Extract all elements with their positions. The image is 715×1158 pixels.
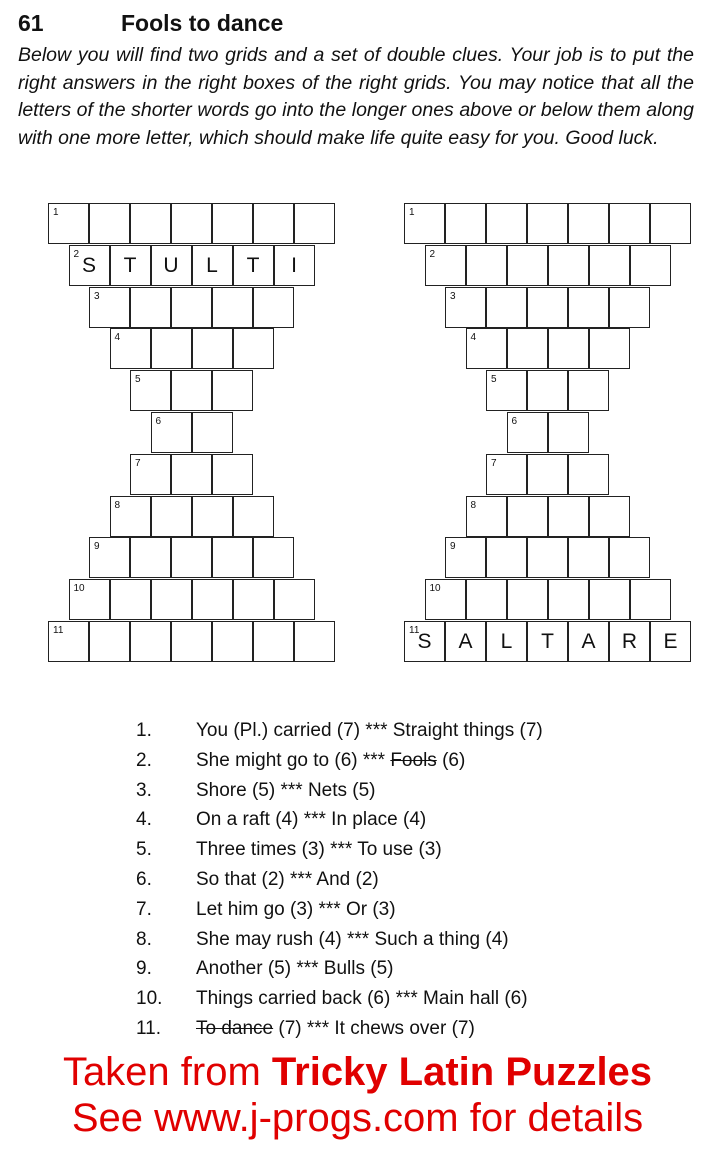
clue-number-label: 3	[94, 290, 100, 302]
puzzle-number: 61	[18, 10, 44, 36]
clue-text: She might go to (6) ***	[196, 749, 391, 771]
grid-cell[interactable]	[466, 579, 507, 620]
clue-text: Let him go (3) *** Or (3)	[196, 898, 396, 920]
clue-number: 8.	[136, 928, 152, 950]
grid-cell[interactable]	[151, 328, 192, 369]
grid-cell[interactable]	[151, 412, 192, 453]
clue-number: 3.	[136, 779, 152, 801]
grid-cell[interactable]	[130, 370, 171, 411]
clue-item	[136, 835, 543, 865]
cell-letter: S	[81, 253, 96, 277]
grid-cell[interactable]	[192, 412, 233, 453]
grid-cell[interactable]	[589, 245, 630, 286]
grid-cell[interactable]	[110, 579, 151, 620]
clue-number-label: 4	[470, 332, 477, 344]
grid-cell[interactable]	[171, 370, 212, 411]
cell-letter: R	[621, 630, 638, 653]
cell-letter: T	[246, 253, 260, 277]
puzzle-header	[18, 10, 283, 37]
grid-cell[interactable]	[507, 328, 548, 369]
grid-cell[interactable]	[568, 454, 609, 495]
cell-letter: S	[417, 630, 432, 653]
clue-number-label: 11	[53, 625, 64, 636]
clue-number: 5.	[136, 839, 152, 861]
grid-cell[interactable]	[609, 287, 650, 328]
clue-struck-text: Fools	[390, 749, 437, 771]
grid-cell[interactable]	[253, 203, 294, 244]
clue-number-label: 8	[114, 499, 121, 511]
clue-item	[136, 954, 543, 984]
grid-cell[interactable]	[130, 537, 171, 578]
clue-number: 11.	[136, 1017, 162, 1039]
grid-cell[interactable]	[445, 203, 486, 244]
clue-item	[136, 895, 543, 925]
grid-cell[interactable]	[274, 579, 315, 620]
grid-cell[interactable]	[233, 579, 274, 620]
grid-cell[interactable]	[527, 621, 568, 662]
footer-book-title: Tricky Latin Puzzles	[271, 1050, 653, 1094]
clue-number-label: 7	[491, 457, 497, 469]
grid-cell[interactable]	[527, 287, 568, 328]
grid-cell[interactable]	[110, 245, 151, 286]
grid-cell[interactable]	[130, 621, 171, 662]
grid-cell[interactable]	[110, 328, 151, 369]
clue-text: Another (5) *** Bulls (5)	[196, 958, 394, 980]
grid-cell[interactable]	[404, 621, 445, 662]
clue-number: 7.	[136, 898, 152, 920]
puzzle-intro: Below you will find two grids and a set of double clues. Your job is to put the right answers in the right boxes of the right grids. You may notice that all the letters of the shorter words go into the longer ones above or below them along with one more letter, which should make life quite easy for you. Good luck.	[18, 44, 694, 149]
clue-item	[136, 865, 543, 895]
grid-cell[interactable]	[89, 287, 130, 328]
grid-cell[interactable]	[151, 579, 192, 620]
grid-cell[interactable]	[233, 245, 274, 286]
grid-cell[interactable]	[568, 203, 609, 244]
clue-text: Three times (3) *** To use (3)	[196, 839, 442, 861]
cell-letter: T	[541, 630, 554, 653]
clue-item	[136, 925, 543, 955]
grid-cell[interactable]	[466, 496, 507, 537]
clue-item	[136, 1014, 543, 1044]
clue-item	[136, 805, 543, 835]
cell-letter: A	[581, 630, 596, 653]
clue-number-label: 8	[470, 499, 477, 511]
clue-text: You (Pl.) carried (7) *** Straight things (7)	[196, 720, 543, 741]
grid-cell[interactable]	[171, 537, 212, 578]
grid-cell[interactable]	[527, 203, 568, 244]
grid-cell[interactable]	[630, 579, 671, 620]
grid-cell[interactable]	[548, 328, 589, 369]
grid-cell[interactable]	[466, 245, 507, 286]
clue-number: 10.	[136, 988, 163, 1010]
clue-number-label: 11	[409, 625, 420, 636]
clue-item	[136, 984, 543, 1014]
clue-number-label: 9	[94, 541, 100, 553]
grid-cell[interactable]	[650, 621, 691, 662]
grid-cell[interactable]	[130, 203, 171, 244]
grid-cell[interactable]	[568, 287, 609, 328]
clue-number: 9.	[136, 958, 152, 980]
grid-cell[interactable]	[212, 454, 253, 495]
grid-cell[interactable]	[151, 496, 192, 537]
clue-item	[136, 776, 543, 806]
grid-cell[interactable]	[527, 370, 568, 411]
grid-cell[interactable]	[548, 245, 589, 286]
grid-cell[interactable]	[212, 537, 253, 578]
grid-cell[interactable]	[89, 621, 130, 662]
grid-cell[interactable]	[527, 454, 568, 495]
grid-cell[interactable]	[445, 621, 486, 662]
clue-number-label: 7	[135, 457, 141, 469]
grid-cell[interactable]	[568, 621, 609, 662]
grid-cell[interactable]	[486, 370, 527, 411]
grid-cell[interactable]	[486, 537, 527, 578]
grid-cell[interactable]	[89, 203, 130, 244]
grid-cell[interactable]	[212, 621, 253, 662]
clue-text: So that (2) *** And (2)	[196, 868, 379, 890]
clue-text: Things carried back (6) *** Main hall (6)	[196, 988, 528, 1010]
grid-cell[interactable]	[486, 454, 527, 495]
clue-number-label: 5	[491, 374, 497, 386]
clue-text: (6)	[436, 749, 466, 771]
grid-cell[interactable]	[294, 203, 335, 244]
clue-item	[136, 716, 543, 746]
clue-number-label: 10	[73, 583, 85, 595]
grid-cell[interactable]	[486, 621, 527, 662]
grid-cell[interactable]	[48, 203, 89, 244]
grid-cell[interactable]	[507, 245, 548, 286]
grid-cell[interactable]	[130, 287, 171, 328]
cell-letter: L	[500, 630, 513, 653]
grid-cell[interactable]	[507, 496, 548, 537]
grid-cell[interactable]	[294, 621, 335, 662]
cell-letter: A	[458, 630, 473, 653]
grid-cell[interactable]	[589, 328, 630, 369]
grid-cell[interactable]	[425, 245, 466, 286]
cell-letter: I	[291, 253, 297, 277]
grid-cell[interactable]	[274, 245, 315, 286]
grid-cell[interactable]	[233, 496, 274, 537]
cell-letter: L	[206, 253, 218, 277]
grid-cell[interactable]	[589, 579, 630, 620]
grid-cell[interactable]	[466, 328, 507, 369]
grid-cell[interactable]	[110, 496, 151, 537]
clue-number-label: 1	[409, 207, 415, 218]
grid-cell[interactable]	[548, 412, 589, 453]
clue-number-label: 6	[511, 416, 518, 427]
clue-number: 1.	[136, 720, 152, 741]
grid-cell[interactable]	[212, 370, 253, 411]
clue-number: 6.	[136, 868, 152, 890]
clue-number-label: 1	[53, 207, 59, 218]
clue-list	[136, 716, 543, 1044]
clue-text: Shore (5) *** Nets (5)	[196, 779, 376, 801]
grid-cell[interactable]	[548, 496, 589, 537]
grid-cell[interactable]	[486, 287, 527, 328]
grid-cell[interactable]	[507, 579, 548, 620]
clue-number-label: 5	[135, 374, 141, 386]
grid-cell[interactable]	[630, 245, 671, 286]
clue-number-label: 2	[73, 248, 80, 260]
grid-cell[interactable]	[486, 203, 527, 244]
clue-text: She may rush (4) *** Such a thing (4)	[196, 928, 509, 950]
grid-cell[interactable]	[589, 496, 630, 537]
grid-cell[interactable]	[130, 454, 171, 495]
clue-text: (7) *** It chews over (7)	[273, 1017, 475, 1039]
grid-cell[interactable]	[253, 287, 294, 328]
grid-cell[interactable]	[212, 203, 253, 244]
grid-cell[interactable]	[171, 203, 212, 244]
grid-cell[interactable]	[212, 287, 253, 328]
grid-cell[interactable]	[650, 203, 691, 244]
grid-cell[interactable]	[253, 537, 294, 578]
grid-cell[interactable]	[445, 287, 486, 328]
grid-cell[interactable]	[527, 537, 568, 578]
grid-cell[interactable]	[89, 537, 130, 578]
grid-cell[interactable]	[48, 621, 89, 662]
cell-letter: U	[163, 253, 179, 277]
grid-cell[interactable]	[171, 621, 212, 662]
clue-number: 2.	[136, 749, 152, 771]
clue-struck-text: To dance	[196, 1017, 274, 1039]
footer-prefix: Taken from	[62, 1050, 272, 1094]
grid-cell[interactable]	[445, 537, 486, 578]
clue-number-label: 4	[114, 332, 121, 344]
clue-number: 4.	[136, 809, 152, 831]
grid-cell[interactable]	[507, 412, 548, 453]
grid-cell[interactable]	[69, 579, 110, 620]
grid-cell[interactable]	[192, 245, 233, 286]
grid-cell[interactable]	[69, 245, 110, 286]
clue-item	[136, 746, 543, 776]
grid-cell[interactable]	[609, 621, 650, 662]
grid-cell[interactable]	[171, 454, 212, 495]
clue-number-label: 6	[155, 416, 162, 427]
grid-cell[interactable]	[609, 537, 650, 578]
footer-line-2: See www.j-progs.com for details	[71, 1096, 644, 1140]
clue-number-label: 2	[429, 248, 436, 260]
grid-cell[interactable]	[568, 370, 609, 411]
grid-cell[interactable]	[151, 245, 192, 286]
grid-cell[interactable]	[253, 621, 294, 662]
clue-number-label: 10	[429, 583, 441, 595]
footer-line-1	[0, 1049, 715, 1095]
clue-number-label: 9	[450, 541, 456, 553]
puzzle-title: Fools to dance	[121, 10, 284, 36]
grid-cell[interactable]	[192, 496, 233, 537]
grid-cell[interactable]	[192, 579, 233, 620]
cell-letter: T	[123, 253, 137, 277]
grid-cell[interactable]	[425, 579, 466, 620]
grid-cell[interactable]	[404, 203, 445, 244]
grid-cell[interactable]	[548, 579, 589, 620]
grid-cell[interactable]	[192, 328, 233, 369]
grid-cell[interactable]	[171, 287, 212, 328]
clue-text: On a raft (4) *** In place (4)	[196, 809, 427, 831]
cell-letter: E	[663, 630, 678, 653]
grid-cell[interactable]	[233, 328, 274, 369]
grid-cell[interactable]	[609, 203, 650, 244]
grid-cell[interactable]	[568, 537, 609, 578]
clue-number-label: 3	[450, 290, 456, 302]
